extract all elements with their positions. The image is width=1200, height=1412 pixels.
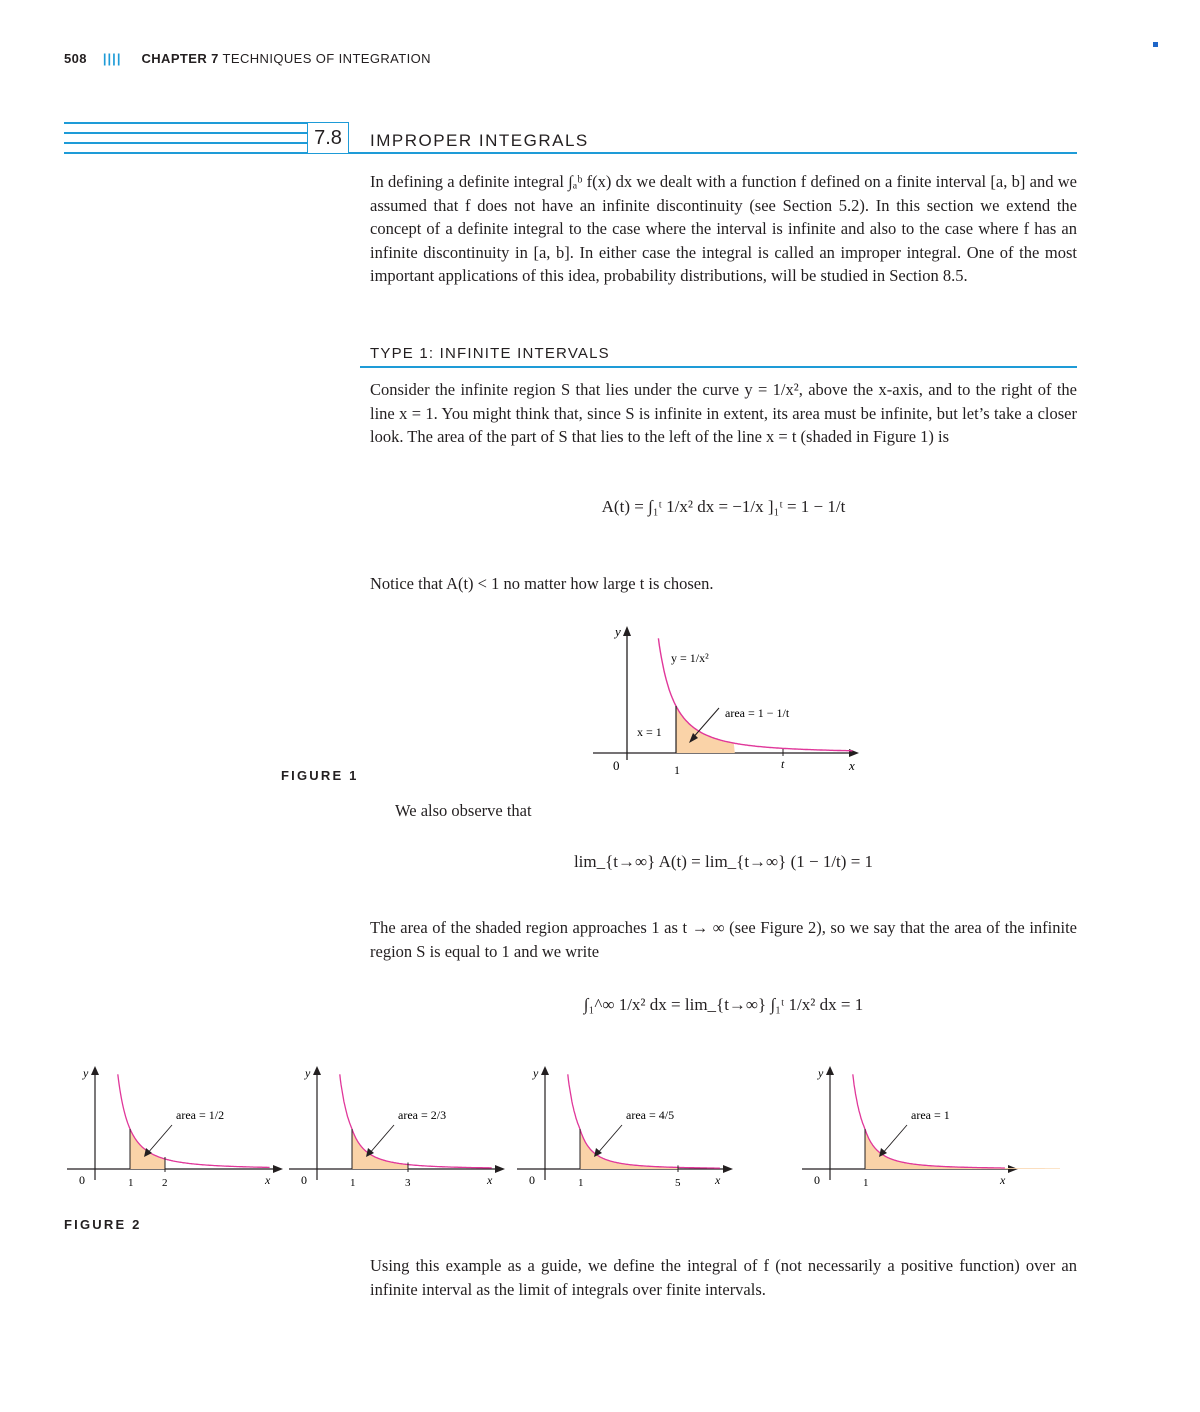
figure2-tick-t: 5 [675, 1177, 681, 1189]
paragraph-region: Consider the infinite region S that lies under the curve y = 1/x², above the x-axis, and to the right of the line x = 1. You might think that, since S is infinite in extent, its area must be infinite, but let’s take a closer look. The area of the part of S that lies to the left of the line x = t (shaded in Figure 1) is [370, 380, 1077, 447]
figure1-tick-1-label: 1 [674, 763, 680, 777]
figure1-tick-t-label: t [781, 757, 785, 771]
figure1-graph [585, 622, 875, 782]
figure2-x-label: x [715, 1173, 721, 1187]
figure2-origin: 0 [79, 1173, 85, 1187]
corner-marker [1153, 42, 1158, 47]
figure2-y-label: y [533, 1066, 539, 1080]
figure2-y-arrow [826, 1066, 834, 1075]
subsection-rule [360, 366, 1077, 368]
figure1-origin: 0 [613, 758, 620, 773]
figure2-tick-t: 2 [162, 1177, 168, 1189]
figure2-area-label: area = 2/3 [398, 1108, 447, 1122]
section-rule [349, 152, 1077, 154]
equation-limit: lim_{t→∞} A(t) = lim_{t→∞} (1 − 1/t) = 1 [573, 852, 874, 871]
figure2-origin: 0 [814, 1173, 820, 1187]
figure2-origin: 0 [301, 1173, 307, 1187]
figure2-leader [597, 1125, 622, 1154]
page-number: 508 [64, 51, 87, 66]
figure1-axes [593, 626, 859, 760]
header-separator: |||| [102, 51, 122, 66]
figure2-leader [147, 1125, 172, 1154]
figure2-x-arrow [495, 1165, 505, 1173]
figure2-y-arrow [313, 1066, 321, 1075]
figure2-area-label: area = 1/2 [176, 1108, 225, 1122]
figure2-tick-1: 1 [128, 1177, 134, 1189]
figure2-area-label: area = 1 [911, 1108, 950, 1122]
figure2-tick-1: 1 [578, 1177, 584, 1189]
figure2-shaded-area [865, 1129, 1060, 1169]
running-header [64, 51, 431, 66]
figure2-x-arrow [723, 1165, 733, 1173]
figure2-caption: FIGURE 2 [64, 1217, 142, 1232]
figure2-leader [882, 1125, 907, 1154]
figure1-y-label: y [615, 624, 621, 639]
paragraph-definition: Using this example as a guide, we define the integral of f (not necessarily a positive function) over an infinite interval as the limit of integrals over finite intervals. [370, 1256, 1077, 1299]
figure2-y-label: y [305, 1066, 311, 1080]
equation-area-function: A(t) = ∫₁ᵗ 1/x² dx = −1/x ]₁ᵗ = 1 − 1/t [601, 497, 846, 516]
paragraph-notice: Notice that A(t) < 1 no matter how large t is chosen. [370, 574, 714, 593]
figure2-y-label: y [818, 1066, 824, 1080]
figure2-y-arrow [541, 1066, 549, 1075]
section-decor-lines [64, 122, 307, 154]
figure2-shaded-area [580, 1129, 678, 1169]
figure2-x-label: x [265, 1173, 271, 1187]
figure1-x-label: x [849, 758, 855, 773]
figure2-x-label: x [487, 1173, 493, 1187]
figure2-tick-1: 1 [863, 1177, 869, 1189]
figure2-shaded-area [130, 1129, 165, 1169]
figure2-x-label: x [1000, 1173, 1006, 1187]
figure2-x-arrow [273, 1165, 283, 1173]
paragraph-observe: We also observe that [395, 801, 532, 820]
figure2-tick-1: 1 [350, 1177, 356, 1189]
chapter-title: TECHNIQUES OF INTEGRATION [222, 51, 431, 66]
figure2-tick-t: 3 [405, 1177, 411, 1189]
figure1-area-label: area = 1 − 1/t [725, 706, 790, 720]
subsection-title: TYPE 1: INFINITE INTERVALS [370, 345, 610, 362]
figure1-caption: FIGURE 1 [281, 768, 359, 783]
figure2-area-label: area = 4/5 [626, 1108, 675, 1122]
figure2-graphs [60, 1060, 1060, 1200]
chapter-label: CHAPTER 7 [141, 51, 219, 66]
figure2-y-label: y [83, 1066, 89, 1080]
figure2-y-arrow [91, 1066, 99, 1075]
figure2-origin: 0 [529, 1173, 535, 1187]
section-title: IMPROPER INTEGRALS [370, 131, 589, 150]
paragraph-approaches: The area of the shaded region approaches 1 as t → ∞ (see Figure 2), so we say that the area of the infinite region S is equal to 1 and we write [370, 918, 1077, 961]
figure2-leader [369, 1125, 394, 1154]
equation-improper-integral: ∫₁^∞ 1/x² dx = lim_{t→∞} ∫₁ᵗ 1/x² dx = 1 [583, 995, 864, 1014]
intro-paragraph: In defining a definite integral ∫ₐᵇ f(x) dx we dealt with a function f defined on a finite interval [a, b] and we assumed that f does not have an infinite discontinuity (see Section 5.2). In this section we extend the concept of a definite integral to the case where the interval is infinite and also to the case where f has an infinite discontinuity in [a, b]. In either case the integral is called an improper integral. One of the most important applications of this idea, probability distributions, will be studied in Section 8.5. [370, 172, 1077, 286]
figure1-curve-label: y = 1/x² [671, 651, 709, 665]
figure1-line-label: x = 1 [637, 725, 662, 739]
section-number: 7.8 [307, 122, 349, 154]
